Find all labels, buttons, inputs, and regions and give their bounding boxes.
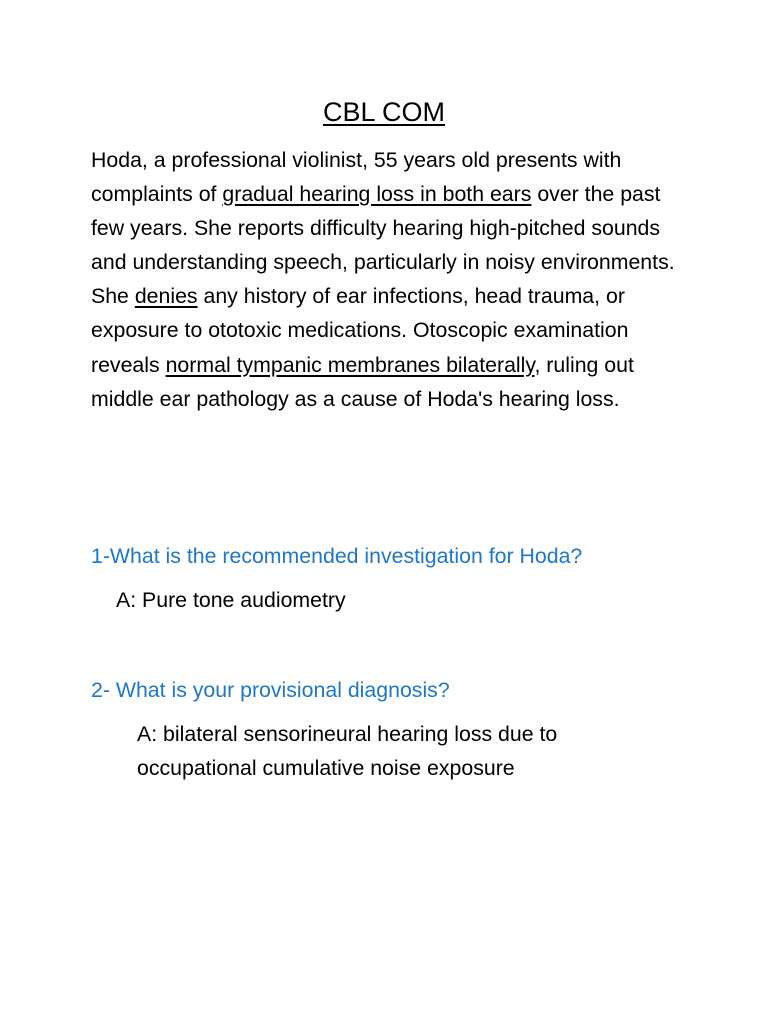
underlined-phrase-denies: denies [134,284,198,309]
case-text-segment: any history of ear infections, head trauma, or exposure to ototoxic medications. Otoscopic examination reveals [91,284,629,377]
underlined-phrase-hearing-loss: gradual hearing loss in both ears [222,182,532,207]
case-description [91,143,681,416]
question-1: 1-What is the recommended investigation for Hoda? [91,544,583,568]
answer-2: A: bilateral sensorineural hearing loss due to occupational cumulative noise exposure [137,722,558,781]
question-2: 2- What is your provisional diagnosis? [91,678,450,702]
page-title: CBL COM [322,97,445,127]
case-text-segment: over the past few years. She reports difficulty hearing high-pitched sounds and understanding speech, particularly in noisy environments. She [91,182,675,309]
underlined-phrase-tympanic-membranes: normal tympanic membranes bilaterally [165,352,535,377]
answer-1: A: Pure tone audiometry [116,588,346,612]
case-text-segment: , ruling out middle ear pathology as a cause of Hoda's hearing loss. [91,352,634,411]
case-text-segment: Hoda, a professional violinist, 55 years old presents with complaints of [91,148,622,207]
